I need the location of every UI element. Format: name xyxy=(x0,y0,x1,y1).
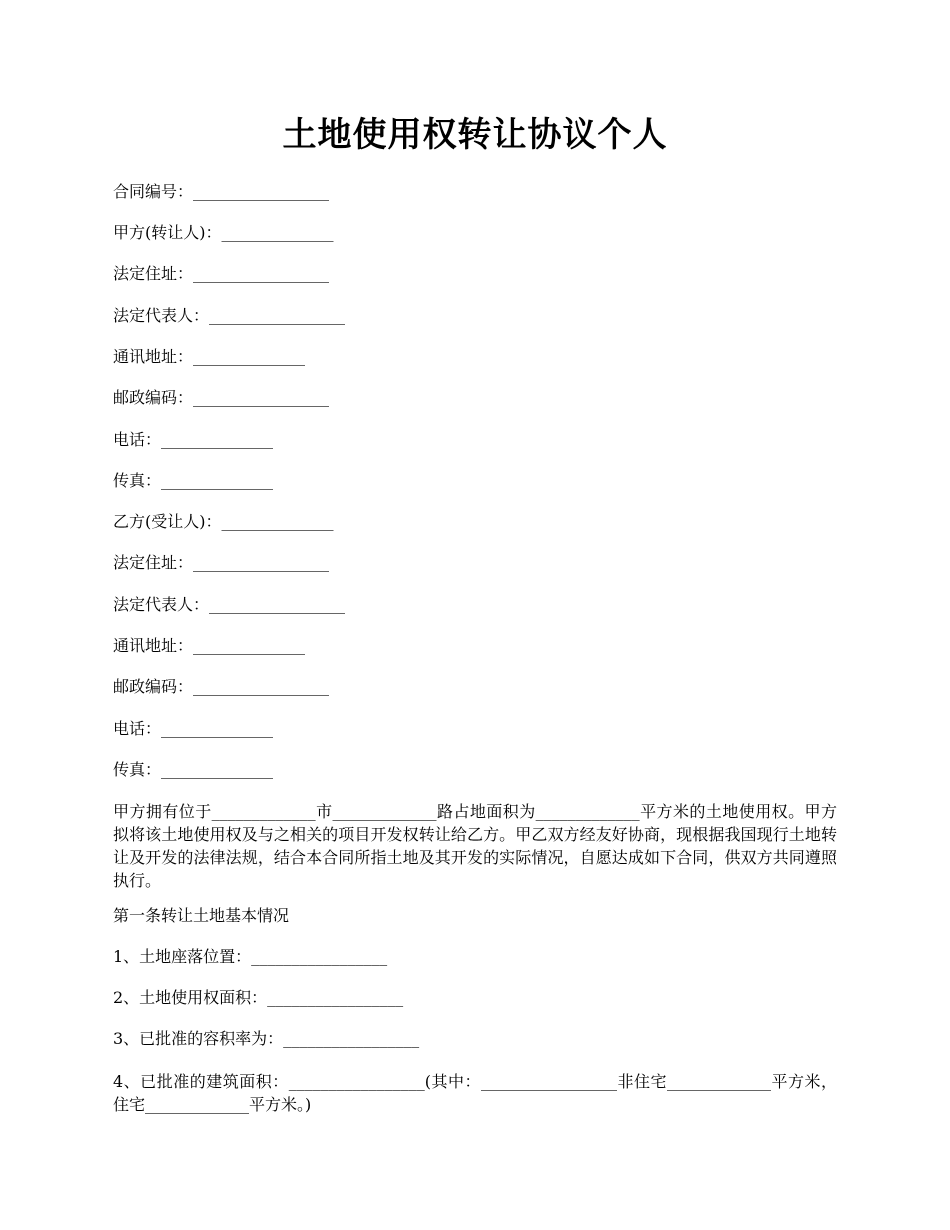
article-1-heading: 第一条转让土地基本情况 xyxy=(113,906,290,925)
field-party-a-legal-address: 法定住址：_________________ xyxy=(113,264,330,283)
article-1-item-location: 1、土地座落位置：_________________ xyxy=(113,947,388,966)
field-party-a-legal-representative: 法定代表人：_________________ xyxy=(113,306,346,325)
field-party-a: 甲方(转让人)：______________ xyxy=(113,223,334,242)
document-title: 土地使用权转让协议个人 xyxy=(282,115,668,155)
field-party-a-postal-code: 邮政编码：_________________ xyxy=(113,388,330,407)
article-1-item-building-area: 4、已批准的建筑面积：_________________(其中：_________________非住宅_____________平方米，住宅_____________平方米。) xyxy=(113,1072,837,1114)
field-party-b-phone: 电话：______________ xyxy=(113,719,274,738)
field-party-a-phone: 电话：______________ xyxy=(113,430,274,449)
article-1-item-plot-ratio: 3、已批准的容积率为：_________________ xyxy=(113,1029,420,1048)
field-party-b-legal-address: 法定住址：_________________ xyxy=(113,553,330,572)
field-party-b-postal-code: 邮政编码：_________________ xyxy=(113,677,330,696)
article-1-item-area: 2、土地使用权面积：_________________ xyxy=(113,988,404,1007)
field-party-b-mailing-address: 通讯地址：______________ xyxy=(113,636,306,655)
field-party-a-fax: 传真：______________ xyxy=(113,471,274,490)
intro-paragraph: 甲方拥有位于_____________市_____________路占地面积为_____________平方米的土地使用权。甲方拟将该土地使用权及与之相关的项目开发权转让给乙方。甲乙双方经友好协商，现根据我国现行土地转让及开发的法律法规，结合本合同所指土地及其开发的实际情况，自愿达成如下合同，供双方共同遵照执行。 xyxy=(113,802,837,890)
field-party-a-mailing-address: 通讯地址：______________ xyxy=(113,347,306,366)
field-party-b-legal-representative: 法定代表人：_________________ xyxy=(113,595,346,614)
field-party-b: 乙方(受让人)：______________ xyxy=(113,512,334,531)
field-party-b-fax: 传真：______________ xyxy=(113,760,274,779)
field-contract-number: 合同编号：_________________ xyxy=(113,182,330,201)
